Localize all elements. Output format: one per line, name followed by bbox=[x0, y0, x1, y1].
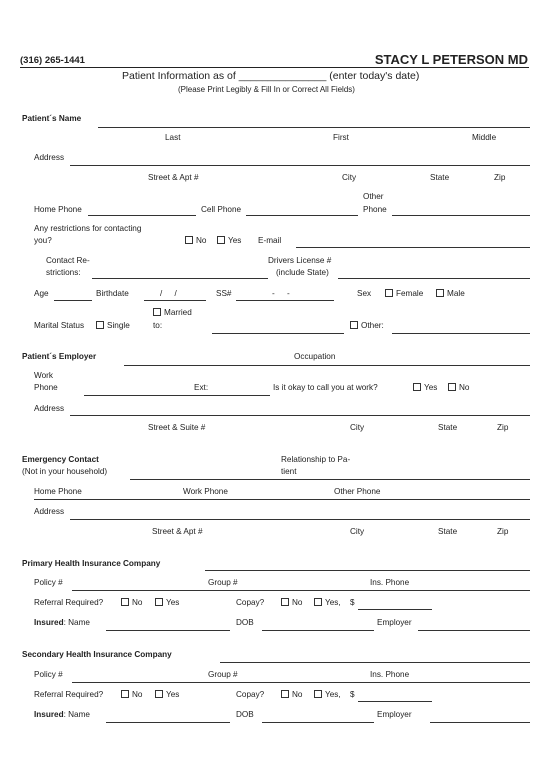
checkbox-icon[interactable] bbox=[121, 690, 129, 698]
label-employer-state: State bbox=[438, 423, 458, 432]
label-last: Last bbox=[165, 133, 181, 142]
primary-copay-amount-field[interactable] bbox=[358, 609, 432, 610]
label-emergency-other: Other Phone bbox=[334, 487, 381, 496]
label-cell-phone: Cell Phone bbox=[201, 205, 242, 214]
label-birthdate: Birthdate bbox=[96, 289, 129, 298]
label-employer-city: City bbox=[350, 423, 365, 432]
label-emergency-street: Street & Apt # bbox=[152, 527, 203, 536]
label-primary-employer: Employer bbox=[377, 618, 412, 627]
married-to-field[interactable] bbox=[212, 333, 344, 334]
secondary-employer-field[interactable] bbox=[430, 722, 530, 723]
label-email: E-mail bbox=[258, 236, 282, 245]
secondary-copay-amount-field[interactable] bbox=[358, 701, 432, 702]
patient-address-field[interactable] bbox=[70, 165, 530, 166]
primary-copay-no[interactable]: No bbox=[281, 598, 302, 607]
form-subtitle: (Please Print Legibly & Fill In or Correct All Fields) bbox=[178, 85, 355, 94]
patient-name-field[interactable] bbox=[98, 127, 530, 128]
work-phone-field[interactable] bbox=[84, 395, 270, 396]
primary-insured-label: Insured: Name bbox=[34, 618, 90, 627]
label-secondary-employer: Employer bbox=[377, 710, 412, 719]
other-phone-field[interactable] bbox=[392, 215, 530, 216]
secondary-insured-name-field[interactable] bbox=[106, 722, 230, 723]
section-primary-insurance: Primary Health Insurance Company bbox=[22, 559, 161, 568]
call-work-yes-option[interactable]: Yes bbox=[413, 383, 437, 392]
label-restrictions-2: you? bbox=[34, 236, 52, 245]
label-middle: Middle bbox=[472, 133, 497, 142]
primary-insured-name-field[interactable] bbox=[106, 630, 230, 631]
emergency-phones-field[interactable] bbox=[34, 499, 530, 500]
secondary-copay-dollar: $ bbox=[350, 690, 355, 699]
checkbox-icon[interactable] bbox=[385, 289, 393, 297]
section-patient-employer: Patient´s Employer bbox=[22, 352, 97, 361]
checkbox-icon[interactable] bbox=[281, 690, 289, 698]
secondary-copay-yes[interactable]: Yes, bbox=[314, 690, 341, 699]
ssn-separators: - - bbox=[272, 289, 290, 298]
label-primary-ins-phone: Ins. Phone bbox=[370, 578, 410, 587]
label-secondary-policy: Policy # bbox=[34, 670, 63, 679]
age-field[interactable] bbox=[54, 300, 92, 301]
sex-female-option[interactable]: Female bbox=[385, 289, 423, 298]
label-include-state: (include State) bbox=[276, 268, 329, 277]
label-state: State bbox=[430, 173, 450, 182]
label-home-phone: Home Phone bbox=[34, 205, 82, 214]
birthdate-field[interactable] bbox=[144, 300, 206, 301]
label-street: Street & Apt # bbox=[148, 173, 199, 182]
secondary-referral-no[interactable]: No bbox=[121, 690, 142, 699]
cell-phone-field[interactable] bbox=[246, 215, 358, 216]
primary-employer-field[interactable] bbox=[418, 630, 530, 631]
checkbox-icon[interactable] bbox=[413, 383, 421, 391]
label-marital-status: Marital Status bbox=[34, 321, 85, 330]
marital-single-option[interactable]: Single bbox=[96, 321, 130, 330]
contact-restrictions-field[interactable] bbox=[92, 278, 268, 279]
restrict-yes-option[interactable]: Yes bbox=[217, 236, 241, 245]
label-relationship: Relationship to Pa- bbox=[281, 455, 351, 464]
primary-referral-no[interactable]: No bbox=[121, 598, 142, 607]
secondary-insured-label: Insured: Name bbox=[34, 710, 90, 719]
primary-company-field[interactable] bbox=[205, 570, 530, 571]
label-emergency-home: Home Phone bbox=[34, 487, 82, 496]
checkbox-icon[interactable] bbox=[155, 690, 163, 698]
emergency-address-field[interactable] bbox=[70, 519, 530, 520]
label-ssn: SS# bbox=[216, 289, 232, 298]
label-emergency-work: Work Phone bbox=[183, 487, 228, 496]
marital-other-option[interactable]: Other: bbox=[350, 321, 384, 330]
employer-address-field[interactable] bbox=[70, 415, 530, 416]
label-employer-zip: Zip bbox=[497, 423, 509, 432]
label-drivers-license: Drivers License # bbox=[268, 256, 332, 265]
checkbox-icon[interactable] bbox=[96, 321, 104, 329]
checkbox-icon[interactable] bbox=[436, 289, 444, 297]
label-zip: Zip bbox=[494, 173, 506, 182]
label-not-in-household: (Not in your household) bbox=[22, 467, 108, 476]
marital-married-option[interactable]: Married bbox=[153, 308, 192, 317]
label-sex: Sex bbox=[357, 289, 372, 298]
label-secondary-group: Group # bbox=[208, 670, 238, 679]
section-secondary-insurance: Secondary Health Insurance Company bbox=[22, 650, 172, 659]
checkbox-icon[interactable] bbox=[155, 598, 163, 606]
ssn-field[interactable] bbox=[236, 300, 334, 301]
label-primary-referral: Referral Required? bbox=[34, 598, 104, 607]
label-age: Age bbox=[34, 289, 49, 298]
label-ext: Ext: bbox=[194, 383, 209, 392]
label-work-phone: Phone bbox=[34, 383, 58, 392]
label-restrictions: Any restrictions for contacting bbox=[34, 224, 142, 233]
label-primary-copay: Copay? bbox=[236, 598, 265, 607]
emergency-contact-field[interactable] bbox=[130, 479, 530, 480]
sex-male-option[interactable]: Male bbox=[436, 289, 465, 298]
label-secondary-ins-phone: Ins. Phone bbox=[370, 670, 410, 679]
checkbox-icon[interactable] bbox=[281, 598, 289, 606]
secondary-referral-yes[interactable]: Yes bbox=[155, 690, 179, 699]
secondary-copay-no[interactable]: No bbox=[281, 690, 302, 699]
label-secondary-referral: Referral Required? bbox=[34, 690, 104, 699]
label-occupation: Occupation bbox=[294, 352, 336, 361]
drivers-license-field[interactable] bbox=[338, 278, 530, 279]
primary-copay-dollar: $ bbox=[350, 598, 355, 607]
label-city: City bbox=[342, 173, 357, 182]
doctor-name: STACY L PETERSON MD bbox=[374, 52, 528, 67]
label-married-to: to: bbox=[153, 321, 163, 330]
label-contact-restrictions: Contact Re- bbox=[46, 256, 90, 265]
email-field[interactable] bbox=[296, 247, 530, 248]
primary-dob-field[interactable] bbox=[262, 630, 374, 631]
label-primary-group: Group # bbox=[208, 578, 238, 587]
primary-copay-yes[interactable]: Yes, bbox=[314, 598, 341, 607]
header-rule bbox=[20, 67, 529, 68]
label-secondary-dob: DOB bbox=[236, 710, 254, 719]
birthdate-separators: / / bbox=[160, 289, 177, 298]
section-emergency-contact: Emergency Contact bbox=[22, 455, 99, 464]
checkbox-icon[interactable] bbox=[448, 383, 456, 391]
secondary-company-field[interactable] bbox=[220, 662, 530, 663]
clinic-phone: (316) 265-1441 bbox=[20, 55, 85, 66]
label-other-phone: Phone bbox=[363, 205, 387, 214]
secondary-dob-field[interactable] bbox=[262, 722, 374, 723]
call-work-no-option[interactable]: No bbox=[448, 383, 469, 392]
checkbox-icon[interactable] bbox=[121, 598, 129, 606]
label-secondary-copay: Copay? bbox=[236, 690, 265, 699]
label-emergency-city: City bbox=[350, 527, 365, 536]
label-other: Other bbox=[363, 192, 384, 201]
checkbox-icon[interactable] bbox=[153, 308, 161, 316]
label-primary-policy: Policy # bbox=[34, 578, 63, 587]
label-contact-restrictions-2: strictions: bbox=[46, 268, 81, 277]
checkbox-icon[interactable] bbox=[314, 690, 322, 698]
label-primary-dob: DOB bbox=[236, 618, 254, 627]
label-relationship-2: tient bbox=[281, 467, 297, 476]
primary-policy-field[interactable] bbox=[72, 590, 530, 591]
label-emergency-zip: Zip bbox=[497, 527, 509, 536]
home-phone-field[interactable] bbox=[88, 215, 196, 216]
checkbox-icon[interactable] bbox=[350, 321, 358, 329]
checkbox-icon[interactable] bbox=[185, 236, 193, 244]
label-employer-address: Address bbox=[34, 404, 65, 413]
employer-occupation-field[interactable] bbox=[124, 365, 530, 366]
restrict-no-option[interactable]: No bbox=[185, 236, 206, 245]
secondary-policy-field[interactable] bbox=[72, 682, 530, 683]
primary-referral-yes[interactable]: Yes bbox=[155, 598, 179, 607]
label-work: Work bbox=[34, 371, 53, 380]
form-title: Patient Information as of _______________ (enter today's date) bbox=[122, 70, 420, 82]
section-patient-name: Patient´s Name bbox=[22, 114, 82, 123]
label-emergency-address: Address bbox=[34, 507, 65, 516]
label-call-at-work: Is it okay to call you at work? bbox=[273, 383, 378, 392]
checkbox-icon[interactable] bbox=[314, 598, 322, 606]
marital-other-field[interactable] bbox=[392, 333, 530, 334]
label-address: Address bbox=[34, 153, 65, 162]
label-first: First bbox=[333, 133, 349, 142]
label-emergency-state: State bbox=[438, 527, 458, 536]
checkbox-icon[interactable] bbox=[217, 236, 225, 244]
label-employer-street: Street & Suite # bbox=[148, 423, 206, 432]
